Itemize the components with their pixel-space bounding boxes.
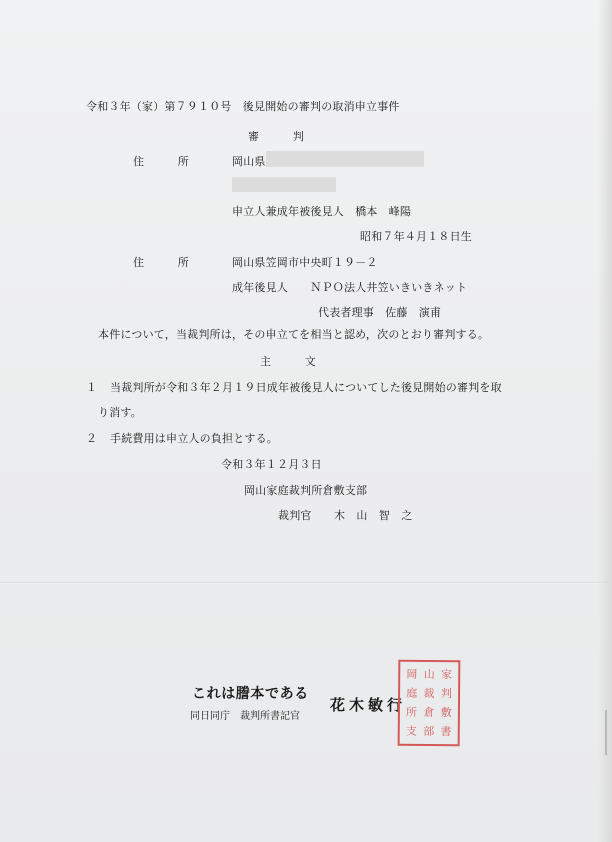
- applicant-birth-date: 昭和７年４月１８日生: [360, 230, 472, 243]
- redacted-address-line-2: [232, 177, 336, 192]
- applicant-address-label: 住 所: [133, 155, 189, 168]
- paper-fold-line: [0, 582, 612, 584]
- seal-character: 部: [423, 724, 435, 739]
- redacted-address-line-1: [266, 151, 424, 167]
- seal-character: 裁: [423, 686, 435, 701]
- guardian-address-value: 岡山県笠岡市中央町１９－２: [232, 256, 378, 269]
- item-number: １: [86, 381, 98, 394]
- guardian-role: 成年後見人 ＮＰＯ法人井笠いきいきネット: [232, 281, 468, 294]
- main-heading: 主 文: [260, 355, 316, 368]
- case-number-line: 令和３年（家）第７９１０号 後見開始の審判の取消申立事件: [86, 100, 400, 113]
- paper-edge-mark: [605, 710, 607, 755]
- seal-character: 岡: [406, 667, 418, 681]
- certification-subtitle: 同日同庁 裁判所書記官: [190, 711, 300, 722]
- document-heading: 審 判: [248, 130, 304, 143]
- seal-character: 倉: [423, 705, 435, 720]
- court-seal: [398, 660, 461, 747]
- judge-name: 裁判官 木 山 智 之: [278, 509, 413, 522]
- certification-title: これは謄本である: [192, 686, 309, 702]
- item-text-line: 当裁判所が令和３年２月１９日成年被後見人についてした後見開始の審判を取: [110, 381, 502, 394]
- item-text-line: 手続費用は申立人の負担とする。: [110, 432, 278, 445]
- seal-character: 家: [441, 668, 453, 682]
- seal-character: 庭: [406, 686, 418, 700]
- guardian-representative: 代表者理事 佐藤 演甫: [318, 306, 442, 319]
- seal-character: 山: [423, 667, 435, 682]
- applicant-address-value: 岡山県: [232, 155, 266, 168]
- seal-character: 書: [440, 725, 452, 739]
- seal-character: 所: [406, 705, 418, 719]
- clerk-name: 花木敏行: [330, 696, 407, 714]
- court-name: 岡山家庭裁判所倉敷支部: [244, 484, 368, 497]
- item-text-line: り消す。: [98, 406, 142, 419]
- seal-character: 敷: [440, 706, 452, 720]
- seal-character: 支: [405, 724, 417, 738]
- body-text: 本件について，当裁判所は，その申立てを相当と認め，次のとおり審判する。: [98, 328, 490, 341]
- guardian-address-label: 住 所: [133, 256, 189, 269]
- seal-character: 判: [440, 687, 452, 701]
- applicant-role: 申立人兼成年被後見人 橋本 峰陽: [232, 205, 412, 218]
- decision-date: 令和３年１２月３日: [221, 458, 322, 471]
- item-number: ２: [86, 432, 98, 445]
